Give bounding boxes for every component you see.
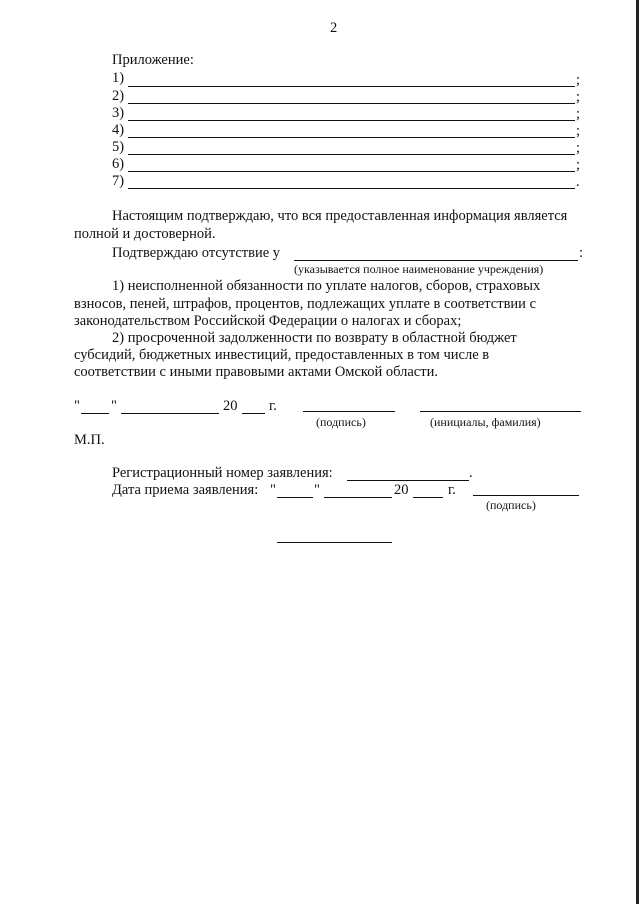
date-quote-open: " bbox=[74, 398, 80, 414]
receipt-year-prefix: 20 bbox=[394, 482, 409, 498]
receipt-month-line bbox=[324, 497, 392, 498]
name-line bbox=[420, 411, 581, 412]
attachment-number: 1) bbox=[112, 70, 125, 86]
date-year-suffix: г. bbox=[269, 398, 277, 414]
date-day-line bbox=[81, 413, 109, 414]
attachment-line bbox=[128, 188, 575, 189]
attachment-end: ; bbox=[576, 72, 581, 88]
date-month-line bbox=[121, 413, 219, 414]
attachment-line bbox=[128, 103, 575, 104]
stamp-label: М.П. bbox=[74, 432, 105, 448]
item-2-line-2: субсидий, бюджетных инвестиций, предоставленных в том числе в bbox=[74, 347, 490, 363]
attachment-end: ; bbox=[576, 157, 581, 173]
attachment-end: ; bbox=[576, 123, 581, 139]
registration-number-end: . bbox=[469, 465, 473, 481]
date-year-prefix: 20 bbox=[223, 398, 238, 414]
attachment-line bbox=[128, 86, 575, 87]
receipt-signature-label: (подпись) bbox=[486, 498, 536, 512]
attachment-number: 3) bbox=[112, 105, 125, 121]
receipt-year-suffix: г. bbox=[448, 482, 456, 498]
item-2-line-1: 2) просроченной задолженности по возврату в областной бюджет bbox=[112, 330, 517, 346]
page-number: 2 bbox=[330, 20, 338, 36]
attachment-line bbox=[128, 154, 575, 155]
confirmation-text: Настоящим подтверждаю, что вся предоставленная информация является bbox=[112, 208, 568, 224]
item-1-line-3: законодательством Российской Федерации о налогах и сборах; bbox=[74, 313, 462, 329]
attachment-line bbox=[128, 120, 575, 121]
registration-number-label: Регистрационный номер заявления: bbox=[112, 465, 333, 481]
item-2-line-3: соответствии с иными правовыми актами Омской области. bbox=[74, 364, 438, 380]
attachment-number: 6) bbox=[112, 156, 125, 172]
attachment-line bbox=[128, 171, 575, 172]
absence-end: : bbox=[579, 245, 584, 261]
institution-name-note: (указывается полное наименование учреждения) bbox=[294, 262, 544, 276]
attachment-end: ; bbox=[576, 89, 581, 105]
receipt-day-line bbox=[277, 497, 313, 498]
attachment-number: 7) bbox=[112, 173, 125, 189]
attachment-line bbox=[128, 137, 575, 138]
attachment-number: 4) bbox=[112, 122, 125, 138]
attachment-number: 2) bbox=[112, 88, 125, 104]
receipt-quote-open: " bbox=[270, 482, 276, 498]
attachment-end: ; bbox=[576, 140, 581, 156]
signature-label: (подпись) bbox=[316, 415, 366, 429]
receipt-quote-close: " bbox=[314, 482, 320, 498]
date-quote-close: " bbox=[111, 398, 117, 414]
attachment-end: . bbox=[576, 174, 580, 190]
receipt-signature-line bbox=[473, 495, 579, 496]
receipt-year-line bbox=[413, 497, 443, 498]
registration-number-line bbox=[347, 480, 469, 481]
attachment-end: ; bbox=[576, 106, 581, 122]
name-label: (инициалы, фамилия) bbox=[430, 415, 541, 429]
absence-label: Подтверждаю отсутствие у bbox=[112, 245, 281, 261]
signature-line bbox=[303, 411, 395, 412]
date-year-line bbox=[242, 413, 265, 414]
receipt-date-label: Дата приема заявления: bbox=[112, 482, 259, 498]
attachments-title: Приложение: bbox=[112, 52, 194, 68]
attachment-number: 5) bbox=[112, 139, 125, 155]
item-1-line-1: 1) неисполненной обязанности по уплате налогов, сборов, страховых bbox=[112, 278, 541, 294]
end-separator bbox=[277, 542, 392, 543]
item-1-line-2: взносов, пеней, штрафов, процентов, подлежащих уплате в соответствии с bbox=[74, 296, 537, 312]
confirmation-text-cont: полной и достоверной. bbox=[74, 226, 216, 242]
